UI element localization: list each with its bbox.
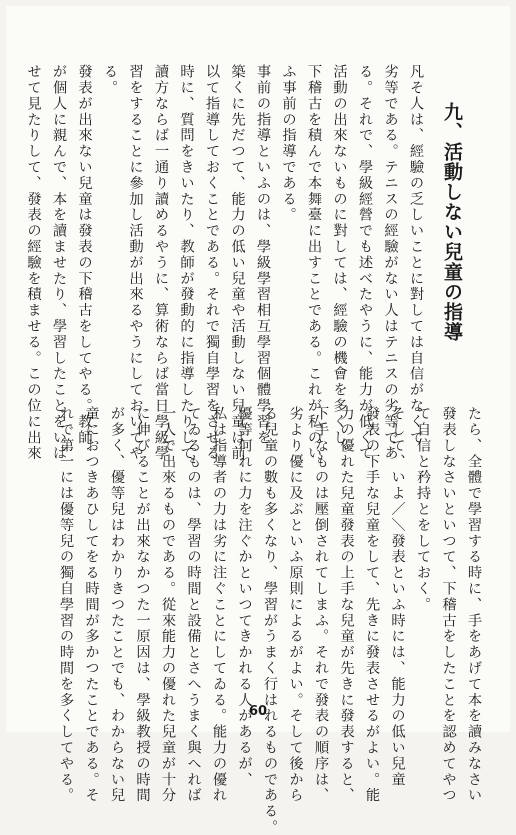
page-number: 60 — [248, 704, 268, 719]
text-line: て自信と矜持とをしておく。 — [415, 406, 431, 613]
text-line: 活動の出來ないものに對しては、經驗の機會を多くし、 — [331, 64, 348, 462]
text-line: 一人で出來るものである。從來能力の優れた兒童が十分 — [160, 406, 176, 804]
text-line: 凡そ人は、經驗の乏しいことに對しては自信がなくて — [408, 64, 424, 446]
text-line: せて見たりして、發表の經驗を積ませる。この位に出來 — [25, 64, 42, 462]
text-line: 力の優れた兒童發表の上手な兒童が先きに發表すると、 — [338, 406, 355, 804]
text-line: る。それで、學級經營でも述べたやうに、能力が低くて — [357, 64, 373, 462]
upper-text-block — [25, 64, 428, 462]
text-line: る兒童の數も多くなり、學習がうまく行はれるものである。 — [262, 406, 278, 835]
text-line: 以て指導しておくことである。それで獨自學習をさせる — [204, 64, 220, 462]
text-line: 習をすることに參加し活動が出來るやうにしておいてや — [127, 64, 144, 462]
text-line: 發表が出來ない兒童は發表の下稽古をしてやる。教師 — [76, 64, 93, 446]
text-line: てゐるものは、學習の時間と設備とさへうまく與へれば — [185, 406, 202, 804]
text-line: 劣より優に及ぶといふ原則によるがよい。そして後から — [287, 406, 304, 804]
text-line: 私は指導者の力は劣に注ぐことにしてゐる。能力の優れ — [211, 406, 227, 804]
text-line: 劣等である。テニスの經驗がない人はテニスの劣等であ — [382, 64, 399, 462]
text-line: ふ事前の指導である。 — [280, 64, 297, 223]
text-line: 優等何れに力を注ぐかといつてきかれる人があるが、 — [236, 406, 253, 788]
section-heading: 九、活動しない兒童の指導 — [441, 102, 463, 342]
text-line: に伸びることが出來なかつた一原因は、學級教授の時間 — [134, 406, 151, 804]
text-line: 讀方ならば一通り讀めるやうに、算術ならば當日學級學 — [153, 64, 169, 462]
text-line: 事前の指導といふのは、學級學習相互學習個體學習を — [255, 64, 271, 446]
text-line: が個人に親んで、本を讀ませたり、學習したことをいは — [51, 64, 67, 462]
text-line: そして、いよ／＼發表といふ時には、能力の低い兒童 — [389, 406, 406, 788]
text-line: 下稽古を積んで本舞臺に出すことである。これが私のい — [306, 64, 322, 462]
text-line: 發表しなさいといつて、下稽古をしたことを認めてやつ — [440, 406, 457, 804]
text-line: たら、全體で學習する時に、手をあげて本を讀みなさい — [466, 406, 482, 804]
text-line: れで第一には優等兒の獨自學習の時間を多くしてやる。 — [58, 406, 74, 804]
text-line: 童におつきあひしてをる時間が多かつたことである。そ — [83, 406, 100, 804]
page-paper — [6, 6, 510, 835]
text-line: 下手なものは壓倒されてしまふ。それで發表の順序は、 — [313, 406, 329, 804]
text-line: る。 — [102, 64, 118, 96]
text-line: が多く、優等兒はわかりきつたことでも、わからない兒 — [109, 406, 125, 804]
text-line: 發表の下手な兒童をして、先きに發表させるがよい。能 — [364, 406, 380, 804]
text-line: 時に、質問をきいたり、教師が發動的に指導したりして — [178, 64, 195, 462]
text-line: 築くに先だつて、能力の低い兒童や活動しない兒童は前 — [229, 64, 246, 462]
